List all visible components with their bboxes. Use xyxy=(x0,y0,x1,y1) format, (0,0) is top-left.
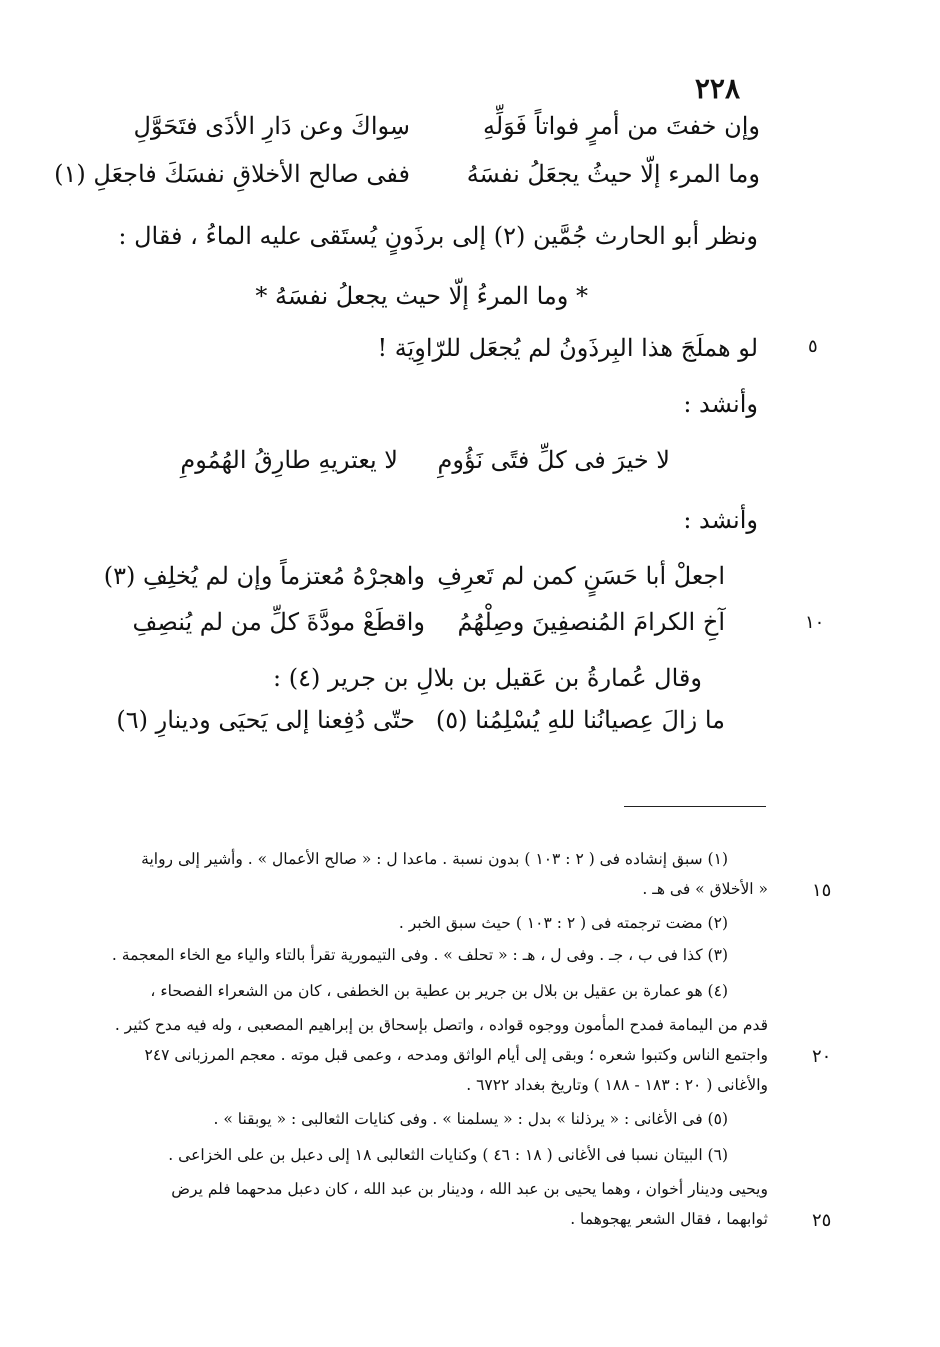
verse-line xyxy=(103,562,725,602)
verse-hemistich-left: واقطَعْ مودَّةَ كلِّ من لم يُنصِفِ xyxy=(132,608,425,636)
footnote-4-cont: واجتمع الناس وكتبوا شعره ؛ وبقى إلى أيام الواثق ومدحه ، وعمى قبل موته . معجم المرزبانى ٢٤٧ xyxy=(144,1046,768,1064)
prose-paragraph: وقال عُمارةُ بن عَقيل بن بلالِ بن جرير (٤) : xyxy=(272,664,702,692)
prose-heading: وأنشد : xyxy=(683,506,758,534)
verse-line xyxy=(180,446,670,486)
line-number: ١٠ xyxy=(805,612,825,633)
verse-hemistich-left: سِواكَ وعن دَارِ الأذَى فتَحَوَّلِ xyxy=(133,112,410,140)
verse-hemistich-right: آخِ الكرامَ المُنصفِينَ وصِلْهُمُ xyxy=(457,608,725,636)
page-number: ٢٢٨ xyxy=(694,72,740,105)
verse-hemistich-right: ما زالَ عِصيانُنا للهِ يُسْلِمُنا (٥) xyxy=(435,706,725,734)
footnote-6-cont: ثوابهما ، فقال الشعر يهجوهما . xyxy=(570,1210,768,1228)
verse-line xyxy=(100,112,760,152)
line-number: ٥ xyxy=(808,336,818,357)
verse-hemistich-left: حتّى دُفِعنا إلى يَحيَى ودينارِ (٦) xyxy=(116,706,415,734)
prose-paragraph: لو هملَجَ هذا البِرذَونُ لم يُجعَل للرّاوِيَة ! xyxy=(377,334,758,362)
footnote-1: (١) سبق إنشاده فى ( ٢ : ١٠٣ ) بدون نسبة . ماعدا ل : « صالح الأعمال » . وأشير إلى رواية xyxy=(141,850,728,868)
verse-hemistich-right: لا خيرَ فى كلِّ فتًى نَؤُومِ xyxy=(437,446,670,474)
footnote-6: (٦) البيتان نسبا فى الأغانى ( ١٨ : ٤٦ ) وكنايات الثعالبى ١٨ إلى دعبل بن على الخزاعى . xyxy=(168,1146,728,1164)
line-number: ٢٠ xyxy=(812,1046,832,1067)
footnote-2: (٢) مضت ترجمته فى ( ٢ : ١٠٣ ) حيث سبق الخبر . xyxy=(398,914,728,932)
line-number: ٢٥ xyxy=(812,1210,832,1231)
verse-quote: * وما المرءُ إلّا حيث يجعلُ نفسَهُ * xyxy=(255,282,588,310)
verse-hemistich-right: وما المرء إلّا حيثُ يجعَلُ نفسَهُ xyxy=(466,160,760,188)
verse-line xyxy=(54,160,760,200)
line-number: ١٥ xyxy=(812,880,832,901)
footnote-4: (٤) هو عمارة بن عقيل بن بلال بن جرير بن عطية بن الخطفى ، كان من الشعراء الفصحاء ، xyxy=(150,982,728,1000)
footnote-4-cont: والأغانى ( ٢٠ : ١٨٣ - ١٨٨ ) وتاريخ بغداد ٦٧٢٢ . xyxy=(466,1076,768,1094)
verse-line xyxy=(116,706,725,746)
footnote-6-cont: ويحيى ودينار أخوان ، وهما يحيى بن عبد الله ، ودينار بن عبد الله ، كان دعبل مدحهما فلم يرض xyxy=(171,1180,768,1198)
footnote-separator xyxy=(624,806,766,807)
verse-hemistich-right: وإن خفتَ من أمرٍ فواتاً فَوَلِّهِ xyxy=(482,112,760,140)
verse-hemistich-left: ففى صالح الأخلاقِ نفسَكَ فاجعَلِ (١) xyxy=(54,160,410,188)
footnote-5: (٥) فى الأغانى : « يرذلنا » بدل : « يسلمنا » . وفى كنايات الثعالبى : « يوبقنا » . xyxy=(213,1110,728,1128)
prose-heading: وأنشد : xyxy=(683,390,758,418)
footnote-4-cont: قدم من اليمامة فمدح المأمون ووجوه قواده ، واتصل بإسحاق بن إبراهيم المصعبى ، وله فيه مدح كثير . xyxy=(114,1016,768,1034)
verse-line xyxy=(132,608,725,648)
footnote-1-cont: « الأخلاق » فى هـ . xyxy=(642,880,768,898)
verse-hemistich-right: اجعلْ أبا حَسَنٍ كمن لم تَعرِفِ xyxy=(437,562,725,590)
prose-paragraph: ونظر أبو الحارث جُمَّين (٢) إلى برذَونٍ يُستَقى عليه الماءُ ، فقال : xyxy=(118,222,758,250)
footnote-3: (٣) كذا فى ب ، جـ . وفى ل ، هـ : « تحلف » . وفى التيمورية تقرأ بالتاء والياء مع الخاء المعجمة . xyxy=(111,946,728,964)
verse-hemistich-left: واهجرْهُ مُعتزماً وإن لم يُخلِفِ (٣) xyxy=(103,562,425,590)
verse-hemistich-left: لا يعتريهِ طارِقُ الهُمُومِ xyxy=(180,446,398,474)
